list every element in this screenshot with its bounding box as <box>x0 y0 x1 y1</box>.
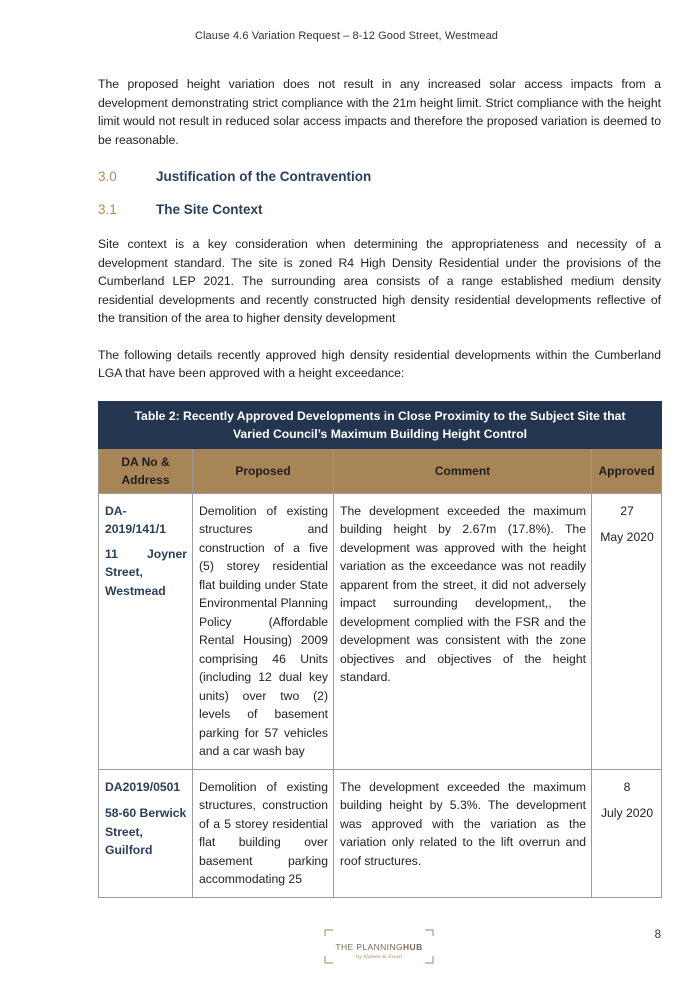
approved-developments-table <box>98 401 662 898</box>
page-content <box>98 75 661 898</box>
da-cell <box>99 493 193 769</box>
column-header: Comment <box>334 448 592 493</box>
approved-cell <box>592 769 662 897</box>
approved-day: 8 <box>623 779 631 794</box>
section-number: 3.1 <box>98 202 117 217</box>
intro-paragraph: The proposed height variation does not result in any increased solar access impacts from a development demonstrating strict compliance with the 21m height limit. Strict compliance with the height limit would not result in reduced solar access impacts and therefore the proposed variation is deemed to be reasonable. <box>98 77 661 147</box>
approved-day: 27 <box>620 503 634 518</box>
comment-cell: The development exceeded the maximum building height by 2.67m (17.8%). The development was approved with the height variation as the exceedance was not readily apparent from the street, it did not adversely impact surrounding development,, the development complied with the FSR and the development was consistent with the zone objectives and objectives of the height standard. <box>334 493 592 769</box>
comment-cell: The development exceeded the maximum building height by 5.3%. The development was approved with the variation as the variation only related to the lift overrun and roof structures. <box>334 769 592 897</box>
logo-tagline: by Hawes & Swan <box>355 954 403 960</box>
page-header: Clause 4.6 Variation Request – 8-12 Good Street, Westmead <box>194 30 499 42</box>
table-row <box>99 493 662 769</box>
da-number: DA2019/0501 <box>105 779 181 794</box>
page-number: 8 <box>654 929 661 941</box>
approved-month: July 2020 <box>600 806 654 820</box>
da-cell <box>99 769 193 897</box>
column-header: DA No & Address <box>99 448 193 493</box>
da-address: 58-60 Berwick Street, Guilford <box>105 806 187 857</box>
logo-text: THE PLANNING <box>335 942 403 952</box>
proposed-cell: Demolition of existing structures and construction of a five (5) storey residential flat building under State Environmental Planning Policy (Affordable Rental Housing) 2009 comprising 46 Units (including 12 dual key units) over two (2) levels of basement parking for 57 vehicles and a car wash bay <box>193 493 334 769</box>
table-header-row <box>99 448 662 493</box>
section-title: Justification of the Contravention <box>156 169 372 184</box>
table-row <box>99 769 662 897</box>
approved-month: May 2020 <box>600 530 654 544</box>
table-intro-paragraph: The following details recently approved high density residential developments within the Cumberland LGA that have been approved with a height exceedance: <box>98 347 661 380</box>
approved-cell <box>592 493 662 769</box>
section-title: The Site Context <box>156 202 263 217</box>
section-heading-3-0 <box>98 169 661 184</box>
column-header: Proposed <box>193 448 334 493</box>
table-caption-row <box>99 401 662 448</box>
da-address: 11 Joyner Street, Westmead <box>105 546 187 598</box>
section-heading-3-1 <box>98 202 661 217</box>
site-context-paragraph: Site context is a key consideration when determining the appropriateness and necessity of a development standard. The site is zoned R4 High Density Residential under the provisions of the Cumberland LEP 2021. The surrounding area consists of a range established medium density residential developments and recently constructed high density residential developments reflective of the transition of the area to higher density development <box>98 237 661 325</box>
proposed-cell: Demolition of existing structures, construction of a 5 storey residential flat building over basement parking accommodating 25 <box>193 769 334 897</box>
section-number: 3.0 <box>98 169 117 184</box>
logo-text-bold: HUB <box>403 942 423 952</box>
column-header: Approved <box>592 448 662 493</box>
da-number: DA-2019/141/1 <box>105 503 166 536</box>
planning-hub-logo <box>323 928 435 966</box>
table-caption: Table 2: Recently Approved Developments in Close Proximity to the Subject Site that Varied Council’s Maximum Building Height Control <box>99 401 662 448</box>
